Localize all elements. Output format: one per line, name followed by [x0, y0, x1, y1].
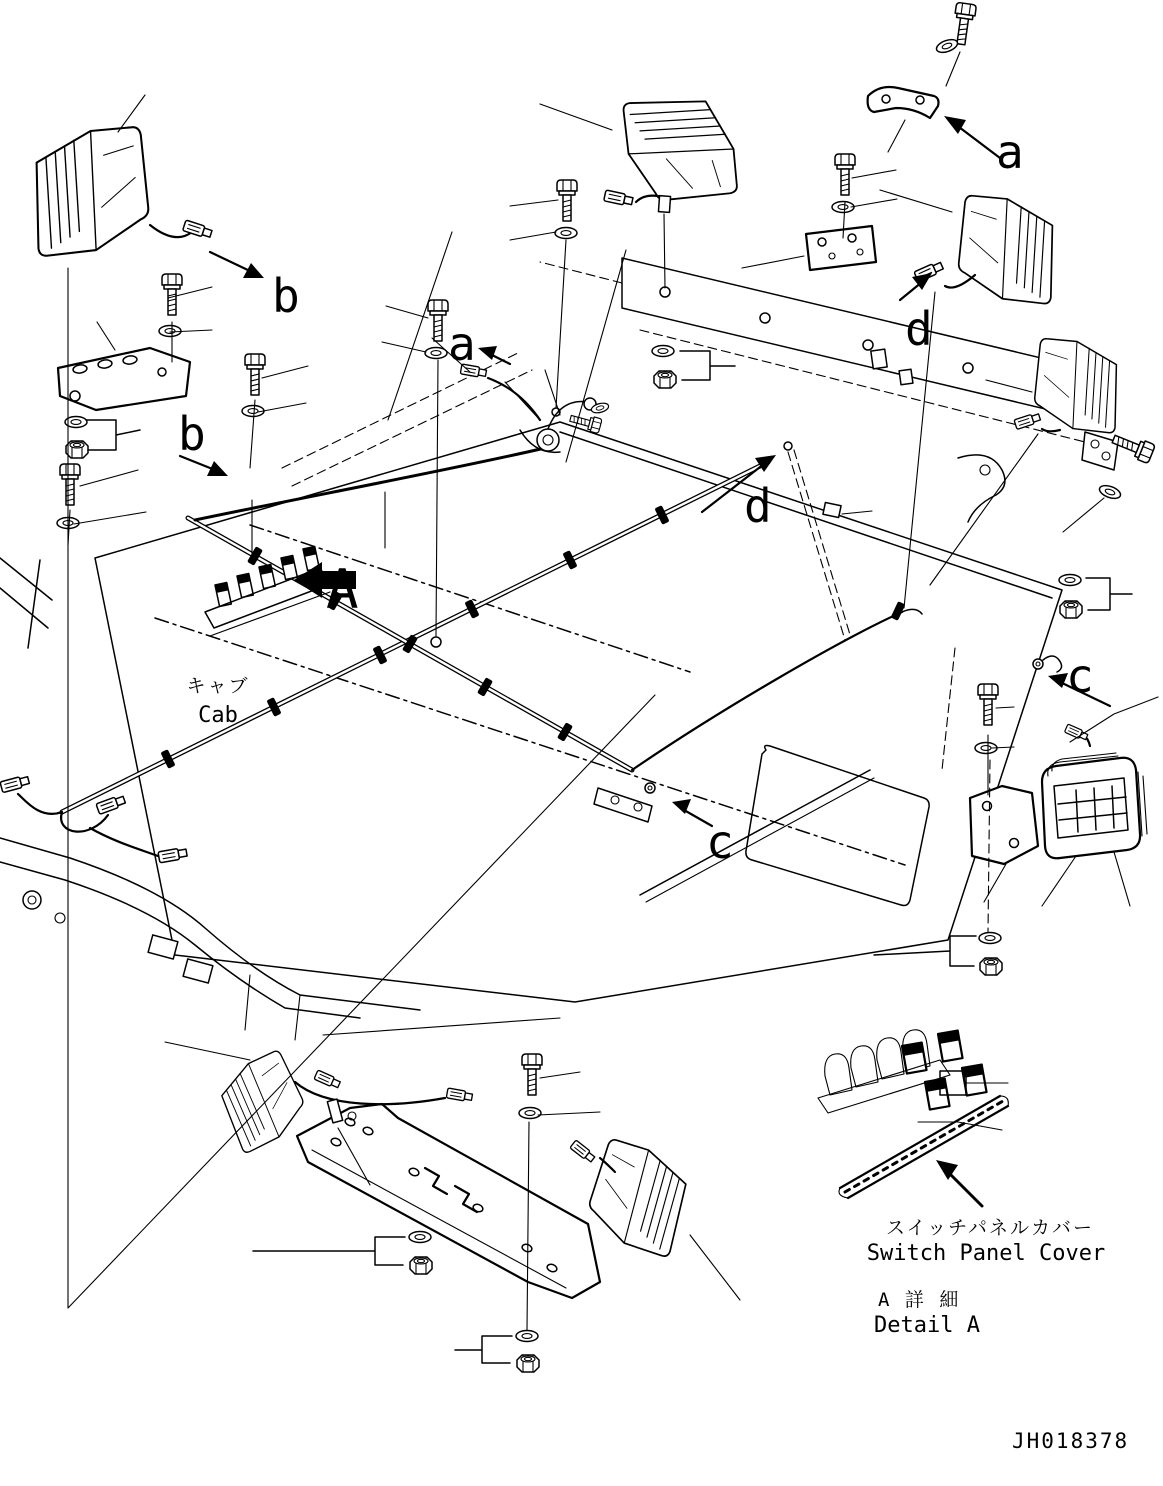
wiring-harness	[0, 442, 922, 863]
lamp-connector	[570, 1140, 596, 1163]
view-letter-b-lower: b	[178, 407, 206, 461]
washer	[1059, 575, 1081, 586]
washer	[1098, 483, 1122, 501]
eyelet-fitting	[594, 783, 655, 822]
washer	[979, 933, 1001, 944]
lamp-connector	[604, 190, 634, 207]
view-arrow-c-center	[672, 799, 734, 869]
view-letter-a-center: a	[448, 317, 476, 371]
nut	[654, 371, 676, 388]
view-arrow-a-center	[448, 317, 510, 371]
chassis-left	[0, 838, 420, 1040]
nut	[410, 1257, 432, 1274]
view-arrow-d-upper	[900, 273, 933, 356]
washer	[555, 228, 577, 239]
nut	[980, 958, 1002, 975]
detail-a-label-jp: A 詳 細	[878, 1289, 961, 1311]
mount-plate-left	[58, 348, 190, 410]
nut	[66, 441, 88, 458]
view-letter-a-upper: a	[996, 125, 1024, 179]
view-arrow-b-upper	[210, 252, 300, 323]
washer	[519, 1108, 541, 1119]
bottom-lamp-bracket	[297, 1104, 600, 1298]
view-letter-d-upper: d	[905, 302, 933, 356]
lamp-connector	[1014, 412, 1041, 429]
washer	[409, 1232, 431, 1243]
view-arrow-d-center	[702, 455, 776, 533]
harness-connector	[158, 847, 187, 863]
bolt	[557, 180, 577, 221]
detail-a-label-en: Detail A	[874, 1313, 980, 1338]
view-letter-d-center: d	[744, 479, 772, 533]
eyelet-fitting-right	[1033, 656, 1062, 672]
switch-panel-cover-label-jp: スイッチパネルカバー	[885, 1217, 1095, 1239]
mount-strap-top-right	[868, 87, 939, 118]
lamp-cover-plate-right	[970, 760, 1038, 932]
view-letter-b-upper: b	[272, 269, 300, 323]
view-arrow-b-lower	[178, 407, 228, 476]
washer	[935, 37, 959, 55]
washer	[159, 326, 181, 337]
lamp-connector	[183, 220, 213, 239]
bolt	[951, 2, 977, 45]
view-letter-c-center: c	[706, 815, 734, 869]
view-arrow-a-upper	[944, 116, 1024, 179]
harness-connector	[96, 794, 126, 814]
swivel-mount-assembly	[460, 364, 609, 452]
harness-connector	[0, 775, 30, 793]
detail-a-pointer	[294, 558, 359, 621]
bolt	[245, 354, 265, 395]
work-lamp-right-upper	[914, 196, 1052, 304]
switch-panel-cover-label-en: Switch Panel Cover	[866, 1241, 1106, 1266]
detail-a-view	[818, 1030, 1008, 1206]
nut	[517, 1355, 539, 1372]
nut	[1060, 601, 1082, 618]
detail-a-letter: A	[326, 558, 359, 621]
clip-on-roof	[823, 502, 872, 517]
washer	[652, 346, 674, 357]
cab-label-jp: キャブ	[186, 675, 250, 697]
work-lamp-right-mid	[1014, 339, 1116, 433]
washer	[516, 1331, 538, 1342]
lamp-connector	[314, 1070, 341, 1089]
lamp-connector	[446, 1088, 473, 1102]
bolt	[835, 154, 855, 195]
cab-label-en: Cab	[198, 703, 238, 728]
bolt	[978, 684, 998, 725]
cab-outline	[0, 352, 1062, 1002]
bolt	[428, 300, 448, 341]
work-lamp-top-left	[37, 127, 213, 256]
work-lamp-grid-lens	[1042, 724, 1147, 858]
bolt	[522, 1054, 542, 1095]
drawing-number: JH018378	[1012, 1429, 1130, 1453]
view-letter-c-right: c	[1066, 649, 1094, 703]
mount-plate-top-center	[806, 226, 876, 270]
bolt	[60, 464, 80, 505]
bolt	[162, 274, 182, 315]
